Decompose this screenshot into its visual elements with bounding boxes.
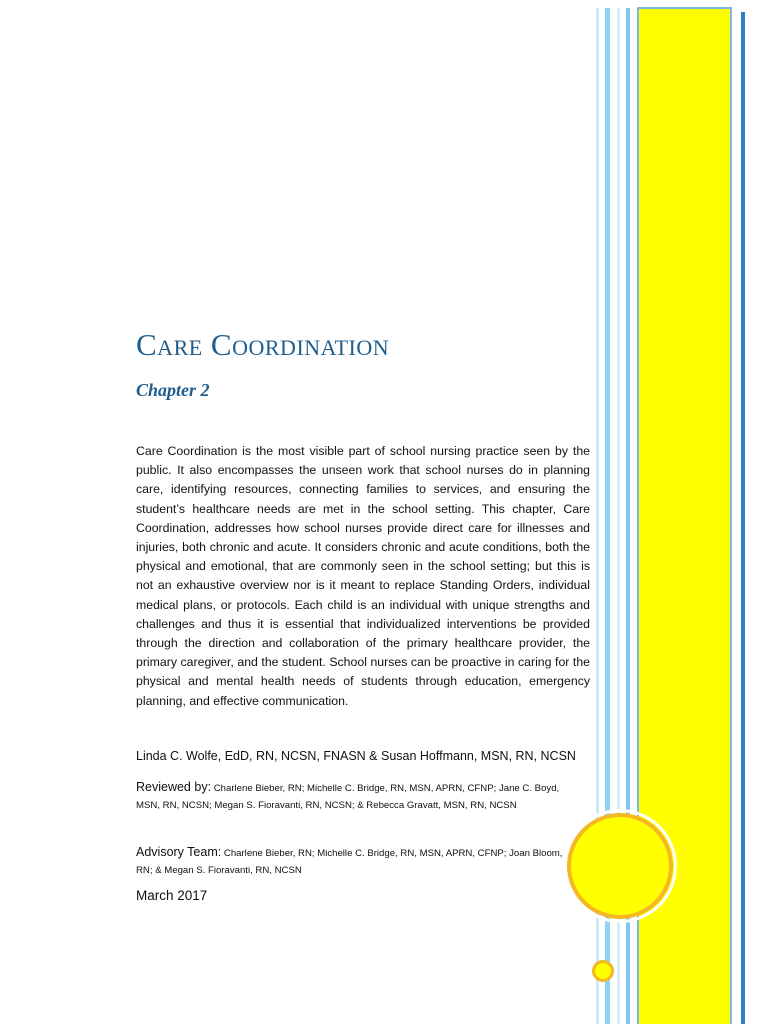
intro-paragraph: Care Coordination is the most visible part of school nursing practice seen by the public. It also encompasses the unseen work that school nurses do in planning care, identifying resources, connecting families to services, and ensuring the student’s healthcare needs are met in the school setting. This chapter, Care Coordination, addresses how school nurses provide direct care for illnesses and injuries, both chronic and acute. It considers chronic and acute conditions, both the physical and emotional, that are commonly seen in the school setting; but this is not an exhaustive overview nor is it meant to replace Standing Orders, individual medical plans, or protocols. Each child is an individual with unique strengths and challenges and thus it is essential that individualized interventions be provided through the direction and collaboration of the primary healthcare provider, the primary caregiver, and the student. School nurses can be proactive in caring for the physical and mental health needs of students through education, emergency planning, and effective communication.	[136, 444, 590, 708]
advisory-team-names: Charlene Bieber, RN; Michelle C. Bridge, RN, MSN, APRN, CFNP; Joan Bloom, RN; & Megan S. Fioravanti, RN, NCSN	[136, 848, 563, 876]
reviewer-names: Charlene Bieber, RN; Michelle C. Bridge, RN, MSN, APRN, CFNP; Jane C. Boyd, MSN, RN, NCSN; Megan S. Fioravanti, RN, NCSN; & Rebecca Gravatt, MSN, RN, NCSN	[136, 783, 560, 811]
decorative-small-circle	[592, 960, 614, 982]
page-title: Care Coordination	[136, 327, 390, 362]
advisory-team-block	[136, 844, 566, 879]
decorative-large-circle	[567, 813, 673, 919]
decorative-stripe	[741, 12, 745, 1024]
chapter-subtitle: Chapter 2	[136, 380, 210, 400]
advisory-team-label: Advisory Team:	[136, 845, 222, 859]
reviewers-block	[136, 779, 566, 814]
reviewed-by-label: Reviewed by:	[136, 780, 212, 794]
authors-line: Linda C. Wolfe, EdD, RN, NCSN, FNASN & Susan Hoffmann, MSN, RN, NCSN	[136, 749, 576, 763]
publication-date: March 2017	[136, 888, 208, 903]
